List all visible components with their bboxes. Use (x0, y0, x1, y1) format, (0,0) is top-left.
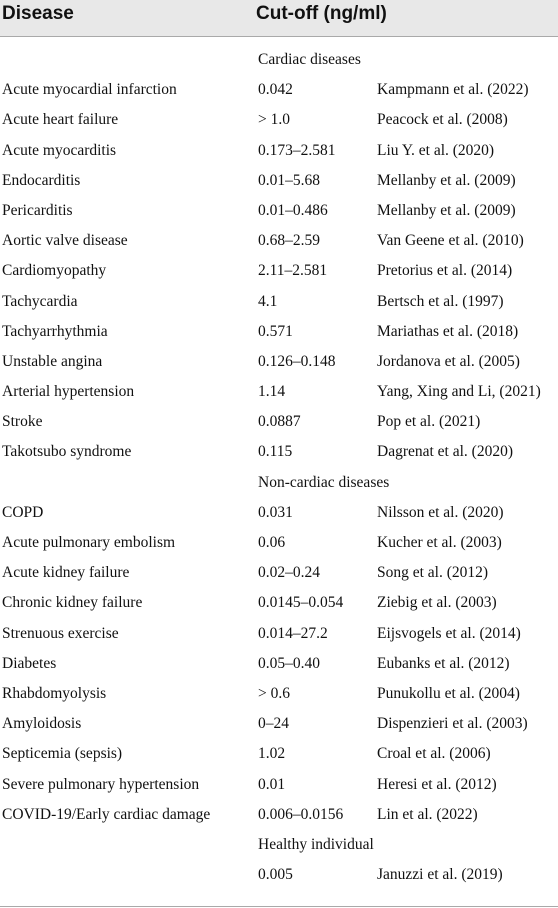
cutoff-cell: 0.005 (258, 866, 293, 884)
disease-cell: Aortic valve disease (2, 232, 128, 250)
table-row (0, 860, 558, 890)
cutoff-cell: 0.02–0.24 (258, 564, 320, 582)
section-title: Cardiac diseases (258, 51, 361, 68)
disease-cell: Stroke (2, 413, 43, 431)
disease-cell: Chronic kidney failure (2, 594, 143, 612)
table-row (0, 75, 558, 105)
disease-cell: Arterial hypertension (2, 383, 135, 401)
disease-cell: Endocarditis (2, 171, 81, 189)
reference-cell: Croal et al. (2006) (377, 745, 491, 763)
cutoff-cell: 0.05–0.40 (258, 654, 320, 672)
reference-cell: Liu Y. et al. (2020) (377, 141, 495, 159)
reference-cell: Mellanby et al. (2009) (377, 171, 516, 189)
reference-cell: Heresi et al. (2012) (377, 775, 497, 793)
table-row (0, 136, 558, 166)
disease-cell: Cardiomyopathy (2, 262, 107, 280)
reference-cell: Kucher et al. (2003) (377, 534, 502, 551)
table-row (0, 528, 558, 558)
reference-cell: Peacock et al. (2008) (377, 111, 508, 129)
reference-cell: Dagrenat et al. (2020) (377, 443, 513, 461)
table-row (0, 437, 558, 467)
cutoff-cell: 0.115 (258, 443, 293, 461)
disease-cell: Pericarditis (2, 201, 73, 219)
reference-cell: Bertsch et al. (1997) (377, 292, 504, 310)
cutoff-cell: 0–24 (258, 715, 289, 733)
table-row (0, 800, 558, 830)
disease-cell: Acute myocarditis (2, 141, 117, 159)
table-row (0, 679, 558, 709)
disease-cell: Strenuous exercise (2, 624, 119, 642)
table-row (0, 287, 558, 317)
reference-cell: Eubanks et al. (2012) (377, 654, 510, 672)
cutoff-cell: 0.173–2.581 (258, 141, 336, 159)
reference-cell: Lin et al. (2022) (377, 805, 478, 823)
disease-cell: Acute kidney failure (2, 564, 130, 582)
table-row (0, 377, 558, 407)
disease-cell: COPD (2, 503, 44, 521)
disease-cell: Takotsubo syndrome (2, 443, 132, 461)
cutoff-cell: 0.042 (258, 81, 293, 99)
reference-cell: Jordanova et al. (2005) (377, 352, 520, 370)
disease-cell: Acute pulmonary embolism (2, 534, 176, 551)
table-row (0, 498, 558, 528)
cutoff-cell: 1.14 (258, 383, 286, 401)
table-row (0, 739, 558, 769)
table-row (0, 226, 558, 256)
table-row (0, 558, 558, 588)
disease-cell: Severe pulmonary hypertension (2, 775, 200, 793)
reference-cell: Eijsvogels et al. (2014) (377, 624, 521, 642)
reference-cell: Januzzi et al. (2019) (377, 866, 503, 884)
cutoff-cell: 0.031 (258, 503, 293, 521)
cutoff-cell: > 1.0 (258, 111, 290, 129)
cutoff-cell: > 0.6 (258, 684, 290, 702)
table-row (0, 166, 558, 196)
disease-cell: Diabetes (2, 654, 57, 672)
cutoff-cell: 4.1 (258, 292, 278, 310)
reference-cell: Ziebig et al. (2003) (377, 594, 497, 612)
reference-cell: Mellanby et al. (2009) (377, 201, 516, 219)
cutoff-cell: 0.06 (258, 534, 286, 551)
cutoff-cell: 0.01 (258, 775, 286, 793)
table-row (0, 619, 558, 649)
cutoff-cell: 0.014–27.2 (258, 624, 328, 642)
table-row (0, 709, 558, 739)
bottom-rule (0, 906, 558, 907)
disease-cell: Unstable angina (2, 352, 103, 370)
table-row (0, 317, 558, 347)
reference-cell: Pretorius et al. (2014) (377, 262, 513, 280)
table-row (0, 196, 558, 226)
cutoff-cell: 0.0145–0.054 (258, 594, 344, 612)
table-row (0, 770, 558, 800)
table-row (0, 347, 558, 377)
header-cutoff: Cut-off (ng/ml) (256, 3, 387, 24)
table-body (0, 45, 558, 890)
disease-cell: Septicemia (sepsis) (2, 745, 123, 763)
table-row (0, 256, 558, 286)
reference-cell: Mariathas et al. (2018) (377, 322, 519, 340)
cutoff-cell: 0.126–0.148 (258, 352, 336, 370)
reference-cell: Song et al. (2012) (377, 564, 489, 582)
reference-cell: Punukollu et al. (2004) (377, 684, 520, 702)
header-disease: Disease (2, 3, 74, 24)
table-row (0, 649, 558, 679)
cutoff-cell: 0.01–5.68 (258, 171, 320, 189)
cutoff-cell: 2.11–2.581 (258, 262, 328, 280)
reference-cell: Pop et al. (2021) (377, 413, 481, 431)
cutoff-cell: 0.0887 (258, 413, 301, 431)
disease-cell: Acute myocardial infarction (2, 81, 177, 99)
disease-cell: Acute heart failure (2, 111, 119, 129)
disease-cell: Tachyarrhythmia (2, 322, 108, 340)
disease-cell: COVID-19/Early cardiac damage (2, 805, 211, 823)
cutoff-cell: 1.02 (258, 745, 286, 763)
section-header (0, 45, 558, 75)
reference-cell: Nilsson et al. (2020) (377, 503, 504, 521)
section-header (0, 830, 558, 860)
table-row (0, 588, 558, 618)
section-header (0, 468, 558, 498)
cutoff-cell: 0.68–2.59 (258, 232, 320, 250)
disease-cell: Amyloidosis (2, 715, 82, 733)
table-header (0, 0, 558, 37)
disease-cell: Tachycardia (2, 292, 78, 310)
reference-cell: Dispenzieri et al. (2003) (377, 715, 528, 733)
section-title: Healthy individual (258, 835, 374, 853)
reference-cell: Kampmann et al. (2022) (377, 81, 529, 99)
table-row (0, 105, 558, 135)
reference-cell: Yang, Xing and Li, (2021) (377, 383, 541, 401)
cutoff-cell: 0.006–0.0156 (258, 805, 344, 823)
disease-cell: Rhabdomyolysis (2, 684, 107, 702)
reference-cell: Van Geene et al. (2010) (377, 232, 524, 250)
cutoff-cell: 0.571 (258, 322, 293, 340)
section-title: Non-cardiac diseases (258, 473, 390, 491)
table-row (0, 407, 558, 437)
cutoff-cell: 0.01–0.486 (258, 201, 328, 219)
